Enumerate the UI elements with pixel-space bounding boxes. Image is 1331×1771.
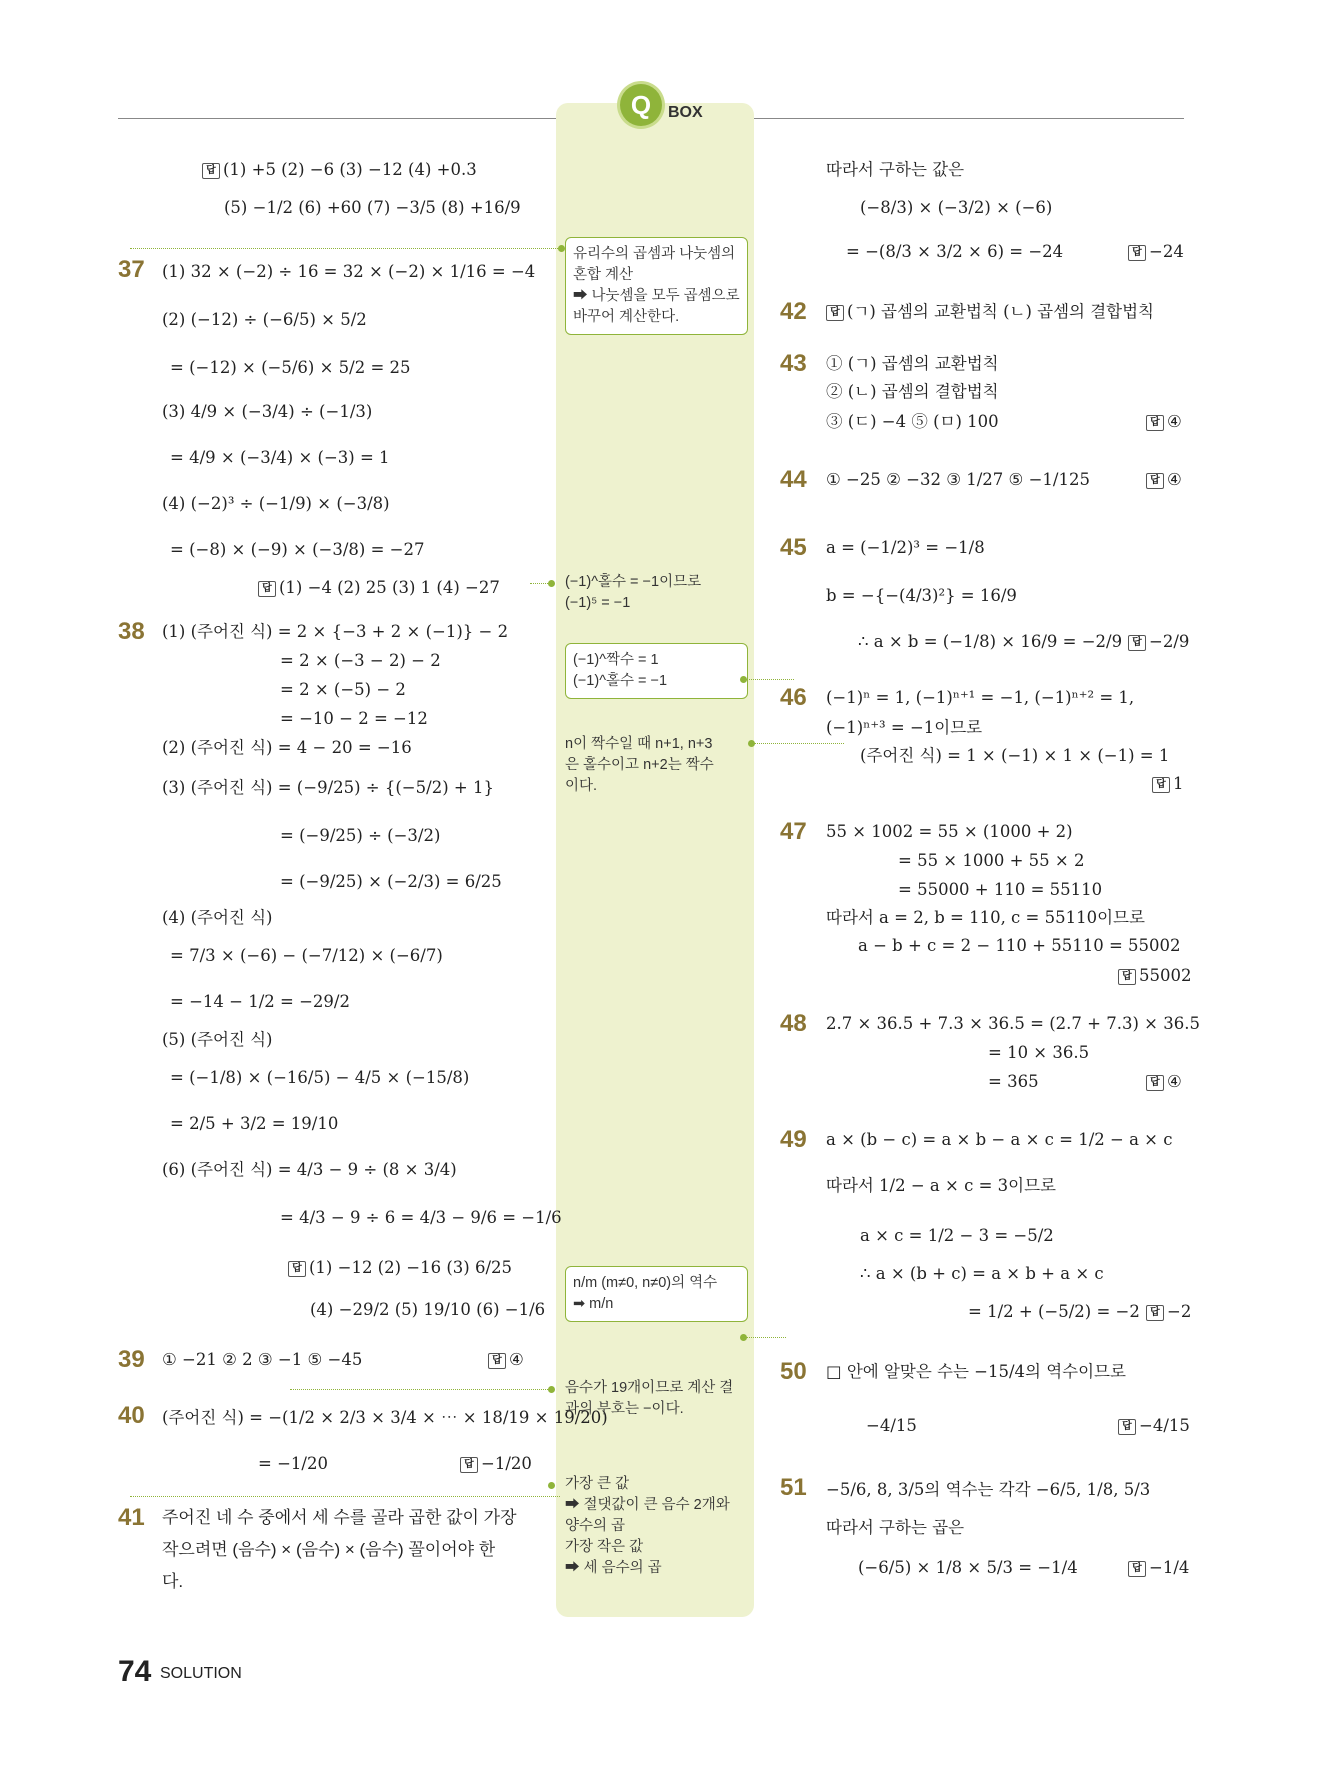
header-rule-right — [752, 118, 1184, 119]
p38-line: = 7/3 × (−6) − (−7/12) × (−6/7) — [170, 946, 443, 965]
p38-line: = 2 × (−5) − 2 — [280, 680, 406, 699]
p43-line: ① (ㄱ) 곱셈의 교환법칙 — [826, 354, 999, 373]
problem-number-49: 49 — [780, 1126, 807, 1153]
p38-line: (1) (주어진 식) = 2 × {−3 + 2 × (−1)} − 2 — [162, 622, 509, 641]
p37-line: = 4/9 × (−3/4) × (−3) = 1 — [170, 448, 390, 467]
p38-line: = (−1/8) × (−16/5) − 4/5 × (−15/8) — [170, 1068, 470, 1087]
p51-line: 따라서 구하는 곱은 — [826, 1518, 965, 1537]
p38-line: = (−9/25) × (−2/3) = 6/25 — [280, 872, 502, 891]
p43-line: ② (ㄴ) 곱셈의 결합법칙 — [826, 382, 999, 401]
p48-line: = 365 — [988, 1072, 1039, 1091]
p49-line: a × (b − c) = a × b − a × c = 1/2 − a × c — [826, 1130, 1173, 1149]
problem-number-48: 48 — [780, 1010, 807, 1037]
answer-mark-icon: 답 — [1128, 635, 1146, 651]
answer-mark-icon: 답 — [488, 1353, 506, 1369]
leader-41 — [130, 1496, 560, 1497]
p37-line: = (−8) × (−9) × (−3/8) = −27 — [170, 540, 425, 559]
p38-line: = (−9/25) ÷ (−3/2) — [280, 826, 441, 845]
leader-37 — [130, 248, 562, 249]
q-box-logo: Q — [620, 84, 662, 126]
note-parity: n이 짝수일 때 n+1, n+3 은 홀수이고 n+2는 짝수 이다. — [565, 736, 714, 794]
page-number: 74 — [118, 1655, 152, 1688]
p40-line: = −1/20 — [258, 1454, 328, 1473]
problem-number-43: 43 — [780, 350, 807, 377]
answer-mark-icon: 답 — [1128, 245, 1146, 261]
p47-line: a − b + c = 2 − 110 + 55110 = 55002 — [858, 936, 1181, 955]
p38-line: (5) (주어진 식) — [162, 1030, 273, 1049]
p37-line: (4) (−2)³ ÷ (−1/9) × (−3/8) — [162, 494, 390, 513]
p37-line: = (−12) × (−5/6) × 5/2 = 25 — [170, 358, 411, 377]
p38-line: (2) (주어진 식) = 4 − 20 = −16 — [162, 738, 412, 757]
p41-line: 주어진 네 수 중에서 세 수를 골라 곱한 값이 가장 — [162, 1508, 517, 1527]
p47-line: = 55 × 1000 + 55 × 2 — [898, 851, 1085, 870]
header-rule-left — [118, 118, 558, 119]
note-reciprocal: n/m (m≠0, n≠0)의 역수 ➡ m/n — [565, 1266, 748, 1322]
p46-line: (−1)ⁿ⁺³ = −1이므로 — [826, 718, 983, 737]
problem-number-51: 51 — [780, 1474, 807, 1501]
answer-mark-icon: 답 — [1146, 1075, 1164, 1091]
p48-answer: 답 ④ — [1146, 1070, 1182, 1094]
p39-line: ① −21 ② 2 ③ −1 ⑤ −45 — [162, 1350, 363, 1369]
footer-label: SOLUTION — [160, 1665, 242, 1682]
p41-line: 작으려면 (음수) × (음수) × (음수) 꼴이어야 한 — [162, 1540, 496, 1559]
problem-number-38: 38 — [118, 618, 145, 645]
p37-line: (3) 4/9 × (−3/4) ÷ (−1/3) — [162, 402, 373, 421]
p48-line: 2.7 × 36.5 + 7.3 × 36.5 = (2.7 + 7.3) × 36.5 — [826, 1014, 1200, 1033]
leader-odd-power — [530, 583, 550, 584]
p49-line: 따라서 1/2 − a × c = 3이므로 — [826, 1176, 1056, 1195]
answer-mark-icon: 답 — [1146, 415, 1164, 431]
p50-line: □ 안에 알맞은 수는 −15/4의 역수이므로 — [826, 1362, 1126, 1381]
p51-answer: 답 −1/4 — [1128, 1556, 1189, 1580]
cont-line: (−8/3) × (−3/2) × (−6) — [860, 198, 1053, 217]
answer-mark-icon: 답 — [1128, 1561, 1146, 1577]
leader-46 — [746, 679, 794, 680]
answer-mark-icon: 답 — [1146, 1305, 1164, 1321]
p38-line: = −10 − 2 = −12 — [280, 709, 428, 728]
cont-line: = −(8/3 × 3/2 × 6) = −24 — [846, 242, 1064, 261]
q-box-label: BOX — [668, 104, 703, 121]
leader-46-b — [754, 743, 844, 744]
note-dot — [558, 245, 565, 252]
p45-line: ∴ a × b = (−1/8) × 16/9 = −2/9 — [858, 632, 1123, 651]
problem-number-40: 40 — [118, 1402, 145, 1429]
p40-line: (주어진 식) = −(1/2 × 2/3 × 3/4 × ⋯ × 18/19 × 19/20) — [162, 1408, 608, 1427]
problem-number-46: 46 — [780, 684, 807, 711]
p50-line: −4/15 — [866, 1416, 917, 1435]
p46-line: (주어진 식) = 1 × (−1) × 1 × (−1) = 1 — [860, 746, 1170, 765]
p46-answer: 답 1 — [1152, 772, 1184, 796]
answer-mark-icon: 답 — [1118, 1419, 1136, 1435]
problem-number-37: 37 — [118, 256, 145, 283]
answer-mark-icon: 답 — [288, 1261, 306, 1277]
p38-line: = 2 × (−3 − 2) − 2 — [280, 651, 441, 670]
p38-line: = 2/5 + 3/2 = 19/10 — [170, 1114, 339, 1133]
answer-mark-icon: 답 — [826, 305, 844, 321]
p45-line: b = −{−(4/3)²} = 16/9 — [826, 586, 1017, 605]
p41-line: 다. — [162, 1572, 184, 1591]
p49-line: ∴ a × (b + c) = a × b + a × c — [860, 1264, 1104, 1283]
top-answer-line-1: 답 (1) +5 (2) −6 (3) −12 (4) +0.3 — [202, 158, 477, 182]
p39-answer: 답 ④ — [488, 1348, 524, 1372]
note-sign-count: 음수가 19개이므로 계산 결 과의 부호는 −이다. — [565, 1380, 734, 1417]
p47-answer: 답 55002 — [1118, 964, 1192, 988]
p38-line: (6) (주어진 식) = 4/3 − 9 ÷ (8 × 3/4) — [162, 1160, 457, 1179]
top-answer-line-2: (5) −1/2 (6) +60 (7) −3/5 (8) +16/9 — [224, 198, 521, 217]
answer-mark-icon: 답 — [1118, 969, 1136, 985]
note-mixed-calculation: 유리수의 곱셈과 나눗셈의 혼합 계산 ➡ 나눗셈을 모두 곱셈으로 바꾸어 계산한다. — [565, 237, 748, 335]
cont-answer: 답 −24 — [1128, 240, 1184, 264]
p49-answer: 답 −2 — [1146, 1300, 1191, 1324]
p51-line: (−6/5) × 1/8 × 5/3 = −1/4 — [858, 1558, 1078, 1577]
p48-line: = 10 × 36.5 — [988, 1043, 1090, 1062]
note-odd-power: (−1)^홀수 = −1이므로 (−1)⁵ = −1 — [565, 574, 702, 611]
problem-number-45: 45 — [780, 534, 807, 561]
p37-line: (2) (−12) ÷ (−6/5) × 5/2 — [162, 310, 367, 329]
note-max-min-product: 가장 큰 값 ➡ 절댓값이 큰 음수 2개와 양수의 곱 가장 작은 값 ➡ 세 음수의 곱 — [565, 1476, 730, 1576]
answer-mark-icon: 답 — [1152, 777, 1170, 793]
problem-number-47: 47 — [780, 818, 807, 845]
p44-line: ① −25 ② −32 ③ 1/27 ⑤ −1/125 — [826, 470, 1090, 489]
p46-line: (−1)ⁿ = 1, (−1)ⁿ⁺¹ = −1, (−1)ⁿ⁺² = 1, — [826, 688, 1135, 707]
problem-number-42: 42 — [780, 298, 807, 325]
leader-40 — [290, 1389, 550, 1390]
p51-line: −5/6, 8, 3/5의 역수는 각각 −6/5, 1/8, 5/3 — [826, 1480, 1151, 1499]
answer-mark-icon: 답 — [258, 581, 276, 597]
p38-answer-1: 답 (1) −12 (2) −16 (3) 6/25 — [288, 1256, 512, 1280]
p40-answer: 답 −1/20 — [460, 1452, 532, 1476]
p43-line: ③ (ㄷ) −4 ⑤ (ㅁ) 100 — [826, 412, 999, 431]
cont-line: 따라서 구하는 값은 — [826, 160, 965, 179]
problem-number-50: 50 — [780, 1358, 807, 1385]
answer-mark-icon: 답 — [460, 1457, 478, 1473]
answer-mark-icon: 답 — [202, 163, 220, 179]
note-even-odd-power: (−1)^짝수 = 1 (−1)^홀수 = −1 — [565, 643, 748, 699]
p45-answer: 답 −2/9 — [1128, 630, 1189, 654]
p47-line: 55 × 1002 = 55 × (1000 + 2) — [826, 822, 1073, 841]
p47-line: 따라서 a = 2, b = 110, c = 55110이므로 — [826, 908, 1145, 927]
p38-line: (3) (주어진 식) = (−9/25) ÷ {(−5/2) + 1} — [162, 778, 494, 797]
p44-answer: 답 ④ — [1146, 468, 1182, 492]
p38-answer-2: (4) −29/2 (5) 19/10 (6) −1/6 — [310, 1300, 546, 1319]
p38-line: = 4/3 − 9 ÷ 6 = 4/3 − 9/6 = −1/6 — [280, 1208, 562, 1227]
problem-number-39: 39 — [118, 1346, 145, 1373]
p50-answer: 답 −4/15 — [1118, 1414, 1190, 1438]
p37-line: (1) 32 × (−2) ÷ 16 = 32 × (−2) × 1/16 = −4 — [162, 262, 536, 281]
p38-line: (4) (주어진 식) — [162, 908, 273, 927]
p49-line: = 1/2 + (−5/2) = −2 — [968, 1302, 1140, 1321]
p43-answer: 답 ④ — [1146, 410, 1182, 434]
p37-answer: 답 (1) −4 (2) 25 (3) 1 (4) −27 — [258, 576, 500, 600]
problem-number-44: 44 — [780, 466, 807, 493]
p45-line: a = (−1/2)³ = −1/8 — [826, 538, 985, 557]
answer-mark-icon: 답 — [1146, 473, 1164, 489]
p38-line: = −14 − 1/2 = −29/2 — [170, 992, 350, 1011]
p42-line: 답 (ㄱ) 곱셈의 교환법칙 (ㄴ) 곱셈의 결합법칙 — [826, 300, 1154, 324]
leader-50 — [746, 1337, 786, 1338]
note-dot — [548, 1482, 555, 1489]
p49-line: a × c = 1/2 − 3 = −5/2 — [860, 1226, 1054, 1245]
p47-line: = 55000 + 110 = 55110 — [898, 880, 1103, 899]
problem-number-41: 41 — [118, 1504, 145, 1531]
